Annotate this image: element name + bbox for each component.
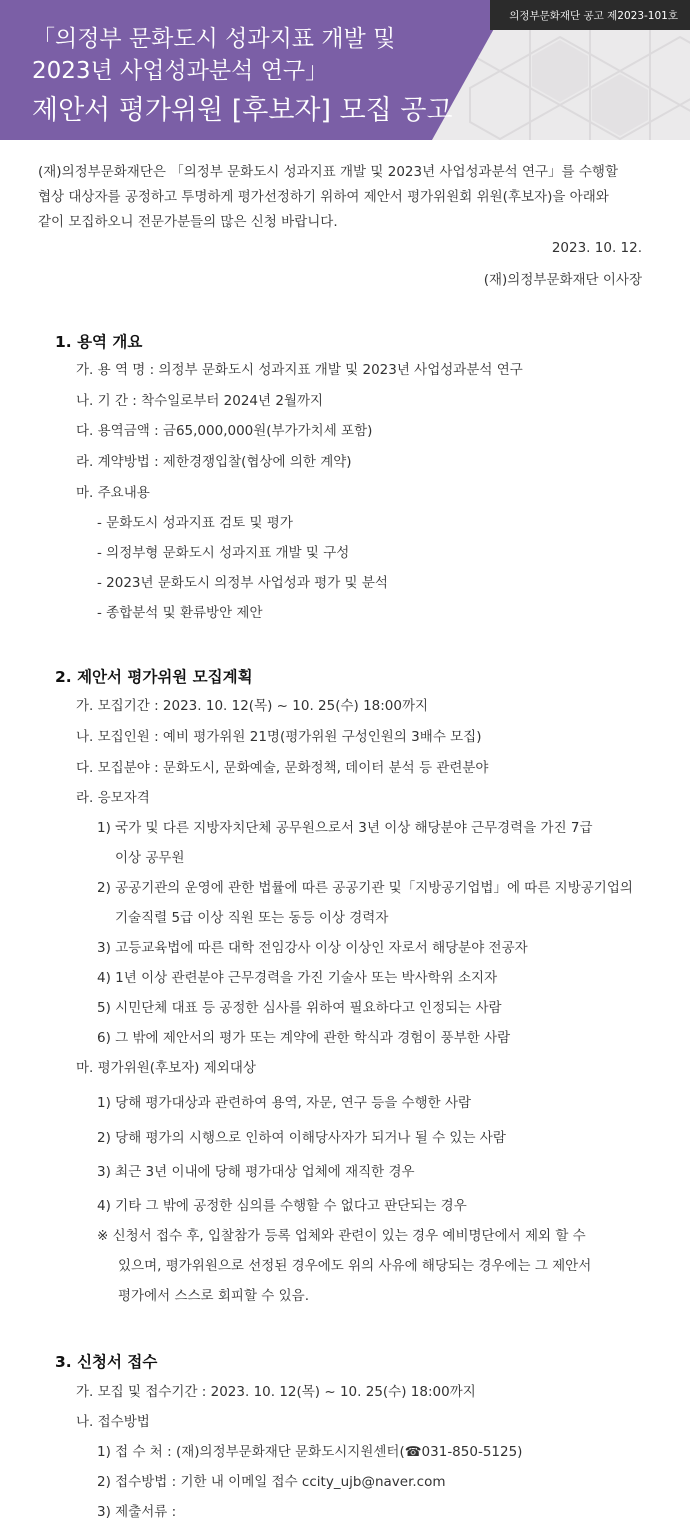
intro-line: 협상 대상자를 공정하고 투명하게 평가선정하기 위하여 제안서 평가위원회 위원(후보자)을 아래와 <box>38 189 609 205</box>
signer: (재)의정부문화재단 이사장 <box>483 272 642 288</box>
list-item: 2) 당해 평가의 시행으로 인하여 이해당사자가 되거나 될 수 있는 사람 <box>97 1130 506 1146</box>
note-line: 평가에서 스스로 회피할 수 있음. <box>118 1288 309 1304</box>
header-banner <box>0 0 690 140</box>
intro-paragraph <box>38 160 650 235</box>
list-item: 라. 계약방법 : 제한경쟁입찰(협상에 의한 계약) <box>76 454 352 470</box>
notice-number: 의정부문화재단 공고 제2023-101호 <box>509 10 678 22</box>
list-item: 이상 공무원 <box>115 850 185 866</box>
intro-line: 같이 모집하오니 전문가분들의 많은 신청 바랍니다. <box>38 214 338 230</box>
title-line-1: 「의정부 문화도시 성과지표 개발 및 <box>32 26 396 52</box>
list-item: 나. 모집인원 : 예비 평가위원 21명(평가위원 구성인원의 3배수 모집) <box>76 729 482 745</box>
list-item: 5) 시민단체 대표 등 공정한 심사를 위하여 필요하다고 인정되는 사람 <box>97 1000 502 1016</box>
list-item: 다. 모집분야 : 문화도시, 문화예술, 문화정책, 데이터 분석 등 관련분야 <box>76 760 489 776</box>
list-item: 1) 국가 및 다른 지방자치단체 공무원으로서 3년 이상 해당분야 근무경력을 가진 7급 <box>97 820 593 836</box>
list-item: 마. 평가위원(후보자) 제외대상 <box>76 1060 256 1076</box>
section-heading: 2. 제안서 평가위원 모집계획 <box>55 668 253 686</box>
list-item: 나. 접수방법 <box>76 1414 150 1430</box>
list-item: 가. 용 역 명 : 의정부 문화도시 성과지표 개발 및 2023년 사업성과분석 연구 <box>76 362 523 378</box>
note-line: ※ 신청서 접수 후, 입찰참가 등록 업체와 관련이 있는 경우 예비명단에서 제외 할 수 <box>97 1228 586 1244</box>
list-item: 1) 접 수 처 : (재)의정부문화재단 문화도시지원센터(☎031-850-5125) <box>97 1444 523 1460</box>
list-item: 다. 용역금액 : 금65,000,000원(부가가치세 포함) <box>76 423 373 439</box>
list-item: 마. 주요내용 <box>76 485 150 501</box>
list-item: 라. 응모자격 <box>76 790 150 806</box>
list-item: 4) 1년 이상 관련분야 근무경력을 가진 기술사 또는 박사학위 소지자 <box>97 970 498 986</box>
list-item: 6) 그 밖에 제안서의 평가 또는 계약에 관한 학식과 경험이 풍부한 사람 <box>97 1030 511 1046</box>
list-item: 3) 제출서류 : <box>97 1504 177 1520</box>
list-item: - 의정부형 문화도시 성과지표 개발 및 구성 <box>97 545 350 561</box>
note-line: 있으며, 평가위원으로 선정된 경우에도 위의 사유에 해당되는 경우에는 그 제안서 <box>118 1258 592 1274</box>
list-item: - 문화도시 성과지표 검토 및 평가 <box>97 515 293 531</box>
list-item: 2) 접수방법 : 기한 내 이메일 접수 ccity_ujb@naver.com <box>97 1474 446 1490</box>
list-item: 4) 기타 그 밖에 공정한 심의를 수행할 수 없다고 판단되는 경우 <box>97 1198 467 1214</box>
list-item: 2) 공공기관의 운영에 관한 법률에 따른 공공기관 및「지방공기업법」에 따른 지방공기업의 <box>97 880 633 896</box>
list-item: - 종합분석 및 환류방안 제안 <box>97 605 263 621</box>
list-item: 가. 모집 및 접수기간 : 2023. 10. 12(목) ~ 10. 25(수) 18:00까지 <box>76 1384 476 1400</box>
list-item: 가. 모집기간 : 2023. 10. 12(목) ~ 10. 25(수) 18:00까지 <box>76 698 429 714</box>
notice-number-tag <box>490 0 690 30</box>
title-line-3: 제안서 평가위원 [후보자] 모집 공고 <box>32 95 453 126</box>
list-item: 나. 기 간 : 착수일로부터 2024년 2월까지 <box>76 393 324 409</box>
section-heading: 1. 용역 개요 <box>55 333 143 351</box>
list-item: 기술직렬 5급 이상 직원 또는 동등 이상 경력자 <box>115 910 389 926</box>
list-item: 3) 최근 3년 이내에 당해 평가대상 업체에 재직한 경우 <box>97 1164 415 1180</box>
title-line-2: 2023년 사업성과분석 연구」 <box>32 58 329 84</box>
list-item: 3) 고등교육법에 따른 대학 전임강사 이상 이상인 자로서 해당분야 전공자 <box>97 940 528 956</box>
section-heading: 3. 신청서 접수 <box>55 1353 158 1371</box>
list-item: - 2023년 문화도시 의정부 사업성과 평가 및 분석 <box>97 575 388 591</box>
notice-date: 2023. 10. 12. <box>551 240 642 256</box>
list-item: 1) 당해 평가대상과 관련하여 용역, 자문, 연구 등을 수행한 사람 <box>97 1095 472 1111</box>
intro-line: (재)의정부문화재단은 「의정부 문화도시 성과지표 개발 및 2023년 사업성과분석 연구」를 수행할 <box>38 164 618 180</box>
